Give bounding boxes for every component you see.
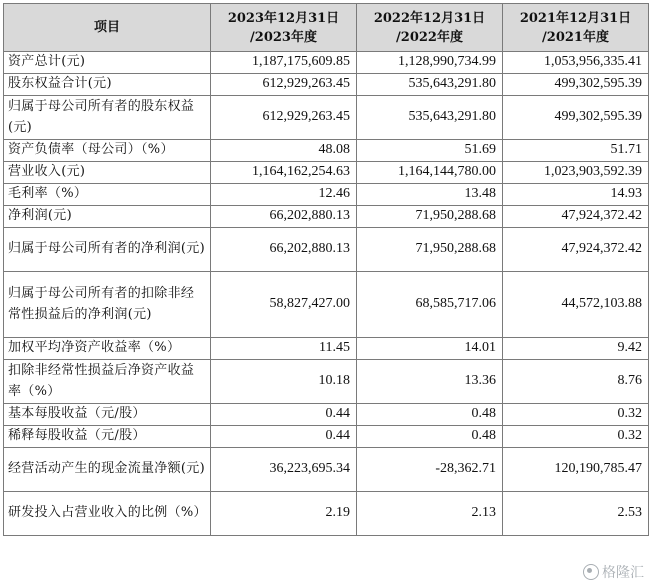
table-row [4, 228, 649, 272]
row-value-2022: 68,585,717.06 [357, 272, 503, 338]
row-value-2022: 1,128,990,734.99 [357, 52, 503, 74]
row-label: 资产总计(元) [4, 52, 211, 74]
header-2022-line1: 2022年12月31日 [373, 10, 486, 26]
row-value-2023: 1,187,175,609.85 [211, 52, 357, 74]
row-value-2021: 9.42 [503, 338, 649, 360]
row-label: 归属于母公司所有者的扣除非经常性损益后的净利润(元) [4, 272, 211, 338]
table-row [4, 184, 649, 206]
row-label: 经营活动产生的现金流量净额(元) [4, 448, 211, 492]
row-label: 基本每股收益（元/股） [4, 404, 211, 426]
row-value-2021: 47,924,372.42 [503, 206, 649, 228]
header-2023-line1: 2023年12月31日 [227, 10, 340, 26]
row-value-2021: 0.32 [503, 426, 649, 448]
row-value-2022: 0.48 [357, 404, 503, 426]
header-2023 [211, 4, 357, 52]
table-row [4, 272, 649, 338]
table-row [4, 338, 649, 360]
header-2021-line1: 2021年12月31日 [519, 10, 632, 26]
gelonghui-logo-icon [583, 564, 599, 580]
row-value-2022: 13.36 [357, 360, 503, 404]
table-row [4, 96, 649, 140]
row-label: 股东权益合计(元) [4, 74, 211, 96]
row-value-2021: 44,572,103.88 [503, 272, 649, 338]
row-value-2022: -28,362.71 [357, 448, 503, 492]
header-row [4, 4, 649, 52]
header-2022 [357, 4, 503, 52]
row-value-2021: 120,190,785.47 [503, 448, 649, 492]
header-2021-line2: /2021年度 [542, 29, 609, 45]
row-value-2021: 14.93 [503, 184, 649, 206]
row-value-2023: 66,202,880.13 [211, 206, 357, 228]
row-value-2022: 2.13 [357, 492, 503, 536]
table-row [4, 404, 649, 426]
row-value-2021: 499,302,595.39 [503, 74, 649, 96]
row-value-2022: 14.01 [357, 338, 503, 360]
row-value-2023: 612,929,263.45 [211, 74, 357, 96]
table-header [4, 4, 649, 52]
header-2021 [503, 4, 649, 52]
table-row [4, 140, 649, 162]
row-value-2022: 535,643,291.80 [357, 74, 503, 96]
header-item-label: 项目 [93, 20, 120, 35]
table-row [4, 74, 649, 96]
row-value-2022: 1,164,144,780.00 [357, 162, 503, 184]
row-value-2022: 0.48 [357, 426, 503, 448]
row-value-2023: 2.19 [211, 492, 357, 536]
row-value-2021: 51.71 [503, 140, 649, 162]
row-value-2023: 58,827,427.00 [211, 272, 357, 338]
row-value-2023: 36,223,695.34 [211, 448, 357, 492]
header-2023-line2: /2023年度 [250, 29, 317, 45]
row-value-2023: 12.46 [211, 184, 357, 206]
header-2022-line2: /2022年度 [396, 29, 463, 45]
row-label: 归属于母公司所有者的股东权益(元) [4, 96, 211, 140]
table-row [4, 206, 649, 228]
row-value-2023: 612,929,263.45 [211, 96, 357, 140]
row-value-2021: 1,053,956,335.41 [503, 52, 649, 74]
row-value-2023: 0.44 [211, 404, 357, 426]
header-item [4, 4, 211, 52]
row-label: 扣除非经常性损益后净资产收益率（%） [4, 360, 211, 404]
row-label: 加权平均净资产收益率（%） [4, 338, 211, 360]
row-value-2021: 0.32 [503, 404, 649, 426]
row-value-2022: 71,950,288.68 [357, 228, 503, 272]
row-value-2021: 2.53 [503, 492, 649, 536]
table-body [4, 52, 649, 536]
row-label: 归属于母公司所有者的净利润(元) [4, 228, 211, 272]
table-row [4, 448, 649, 492]
watermark-text: 格隆汇 [602, 565, 644, 581]
row-value-2022: 51.69 [357, 140, 503, 162]
row-value-2023: 66,202,880.13 [211, 228, 357, 272]
row-label: 研发投入占营业收入的比例（%） [4, 492, 211, 536]
row-label: 稀释每股收益（元/股） [4, 426, 211, 448]
row-value-2021: 8.76 [503, 360, 649, 404]
row-value-2022: 535,643,291.80 [357, 96, 503, 140]
row-label: 营业收入(元) [4, 162, 211, 184]
row-value-2021: 1,023,903,592.39 [503, 162, 649, 184]
row-value-2021: 47,924,372.42 [503, 228, 649, 272]
row-label: 资产负债率（母公司）（%） [4, 140, 211, 162]
row-value-2023: 11.45 [211, 338, 357, 360]
row-label: 毛利率（%） [4, 184, 211, 206]
row-label: 净利润(元) [4, 206, 211, 228]
table-row [4, 162, 649, 184]
row-value-2023: 0.44 [211, 426, 357, 448]
table-row [4, 52, 649, 74]
row-value-2022: 13.48 [357, 184, 503, 206]
watermark [583, 562, 644, 582]
table-row [4, 492, 649, 536]
row-value-2021: 499,302,595.39 [503, 96, 649, 140]
table-row [4, 426, 649, 448]
table-row [4, 360, 649, 404]
row-value-2023: 48.08 [211, 140, 357, 162]
financial-indicators-table [3, 3, 649, 536]
row-value-2023: 1,164,162,254.63 [211, 162, 357, 184]
row-value-2022: 71,950,288.68 [357, 206, 503, 228]
row-value-2023: 10.18 [211, 360, 357, 404]
